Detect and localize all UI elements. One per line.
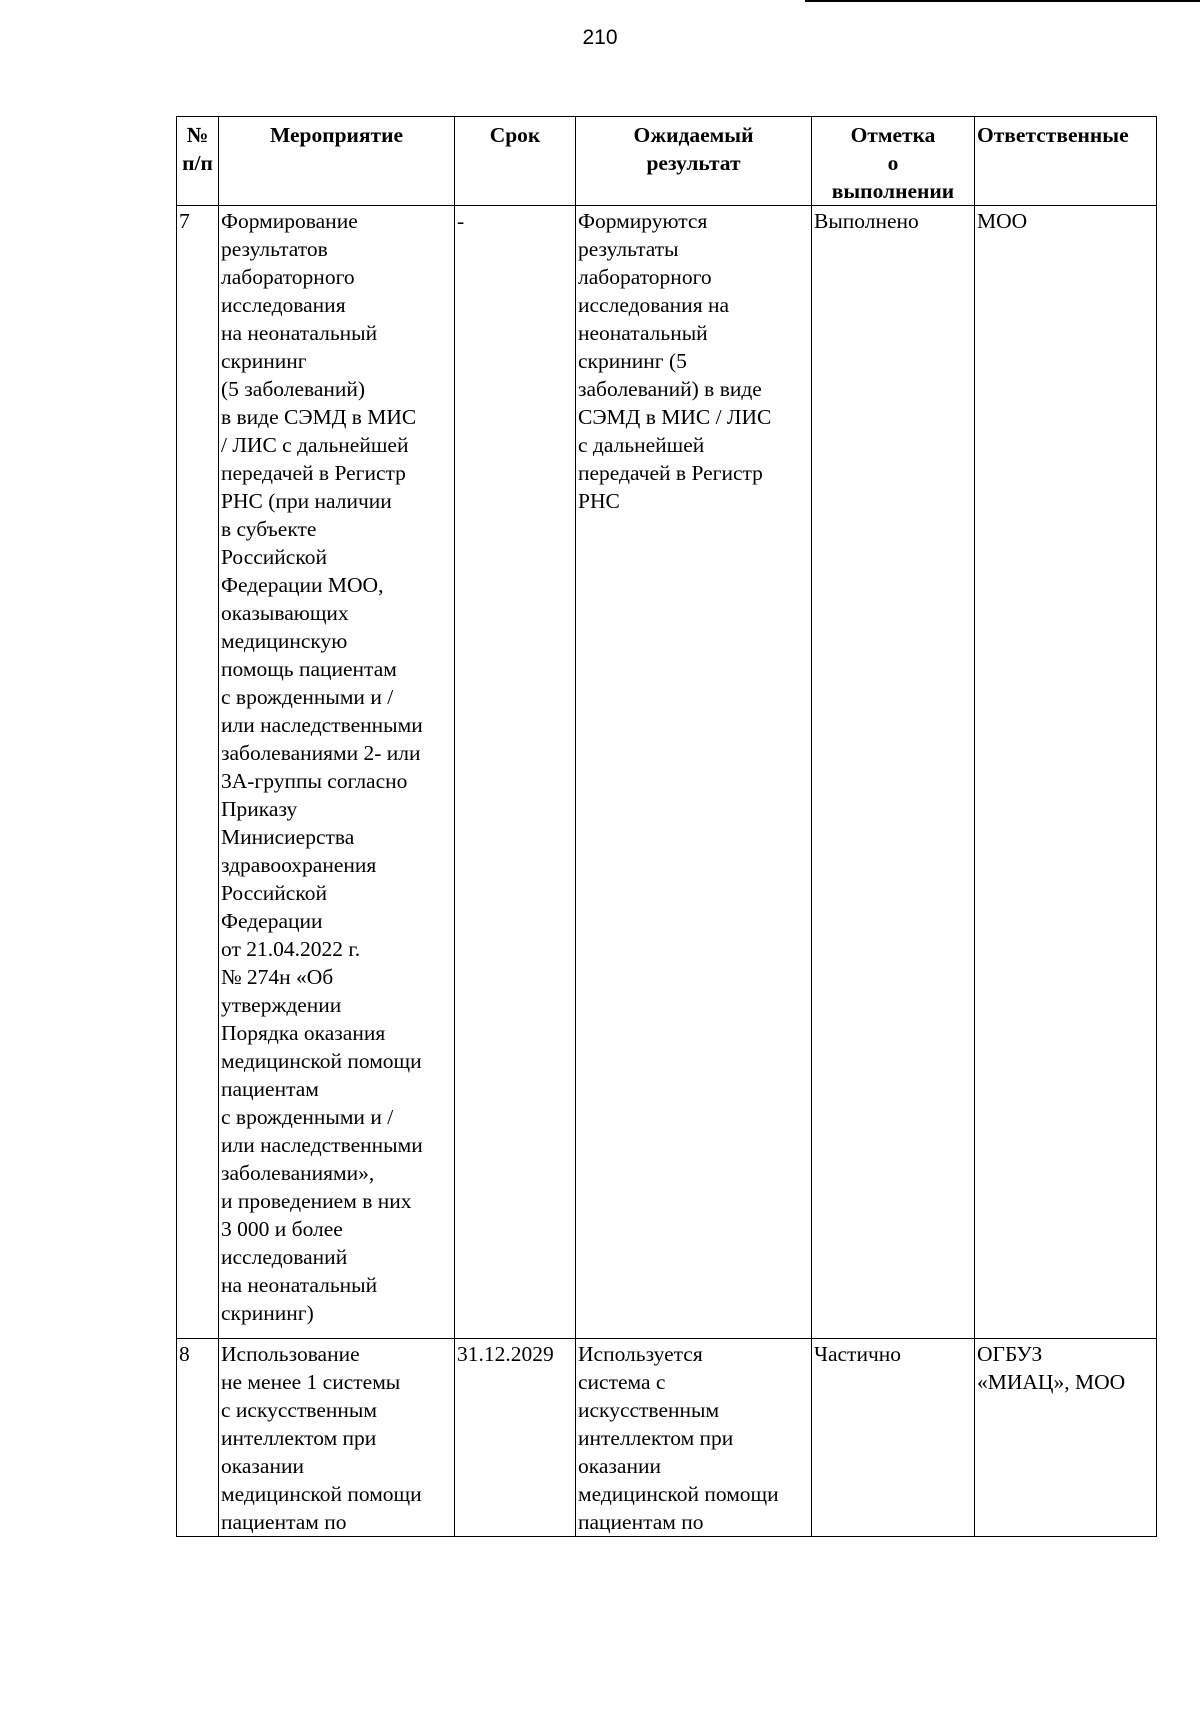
text-line: скрининг) — [221, 1301, 314, 1325]
text-line: скрининг (5 — [578, 349, 687, 373]
text-line: Приказу — [221, 797, 298, 821]
text-line: или наследственными — [221, 713, 423, 737]
cell-result — [576, 206, 812, 1339]
text-line: медицинской помощи — [221, 1049, 422, 1073]
text-line: медицинской помощи — [221, 1482, 422, 1506]
text-line: с дальнейшей — [578, 433, 705, 457]
text-line: Ответственные — [977, 123, 1129, 147]
header-mark — [812, 117, 975, 206]
cell-event — [219, 1339, 455, 1537]
header-num — [177, 117, 219, 206]
text-line: Минисиерства — [221, 825, 355, 849]
text-line: СЭМД в МИС / ЛИС — [578, 405, 772, 429]
text-line: 3 000 и более — [221, 1217, 343, 1241]
text-line: система с — [578, 1370, 666, 1394]
cell-mark — [812, 206, 975, 1339]
text-line: не менее 1 системы — [221, 1370, 401, 1394]
text-line: утверждении — [221, 993, 342, 1017]
text-line: Федерации МОО, — [221, 573, 384, 597]
cell-deadline — [455, 206, 576, 1339]
text-line: оказании — [578, 1454, 661, 1478]
text-line: Использование — [221, 1342, 360, 1366]
text-line: Федерации — [221, 909, 323, 933]
text-line: скрининг — [221, 349, 307, 373]
text-line: (5 заболеваний) — [221, 377, 366, 401]
text-line: пациентам по — [221, 1510, 347, 1534]
text-line: Российской — [221, 881, 327, 905]
text-line: оказании — [221, 1454, 304, 1478]
text-line: результат — [646, 151, 741, 175]
text-line: Ожидаемый — [633, 123, 754, 147]
text-line: выполнении — [831, 179, 955, 203]
text-line: пациентам по — [578, 1510, 704, 1534]
top-edge-rule — [805, 0, 1200, 2]
cell-num: 8 — [177, 1339, 219, 1537]
text-line: от 21.04.2022 г. — [221, 937, 361, 961]
text-line: и проведением в них — [221, 1189, 412, 1213]
text-line: РНС — [578, 489, 620, 513]
text-line: Отметка — [850, 123, 936, 147]
cell-result — [576, 1339, 812, 1537]
text-line: Срок — [489, 123, 541, 147]
text-line: Порядка оказания — [221, 1021, 386, 1045]
text-line: с врожденными и / — [221, 685, 394, 709]
text-line: Используется — [578, 1342, 703, 1366]
header-result — [576, 117, 812, 206]
header-deadline — [455, 117, 576, 206]
text-line: лабораторного — [221, 265, 355, 289]
text-line: искусственным — [578, 1398, 720, 1422]
cell-responsible — [975, 1339, 1157, 1537]
plan-table — [176, 116, 1157, 1537]
text-line: или наследственными — [221, 1133, 423, 1157]
cell-event — [219, 206, 455, 1339]
page-number: 210 — [582, 26, 618, 49]
text-line: интеллектом при — [578, 1426, 734, 1450]
text-line: передачей в Регистр — [221, 461, 406, 485]
text-line: с врожденными и / — [221, 1105, 394, 1129]
text-line: пациентам — [221, 1077, 319, 1101]
text-line: интеллектом при — [221, 1426, 377, 1450]
text-line: МОО — [977, 209, 1028, 233]
text-line: медицинской помощи — [578, 1482, 779, 1506]
text-line: ОГБУЗ — [977, 1342, 1043, 1366]
text-line: исследования на — [578, 293, 730, 317]
text-line: исследования — [221, 293, 346, 317]
text-line: на неонатальный — [221, 1273, 378, 1297]
header-responsible — [975, 117, 1157, 206]
table-header-row — [177, 117, 1157, 206]
header-event — [219, 117, 455, 206]
text-line: 3А-группы согласно — [221, 769, 408, 793]
text-line: передачей в Регистр — [578, 461, 763, 485]
text-line: / ЛИС с дальнейшей — [221, 433, 409, 457]
text-line: на неонатальный — [221, 321, 378, 345]
text-line: помощь пациентам — [221, 657, 397, 681]
text-line: Частично — [814, 1342, 902, 1366]
text-line: заболеваний) в виде — [578, 377, 762, 401]
text-line: № — [186, 123, 209, 147]
text-line: - — [457, 209, 465, 233]
text-line: заболеваниями 2- или — [221, 741, 421, 765]
table-row — [177, 1339, 1157, 1537]
text-line: «МИАЦ», МОО — [977, 1370, 1126, 1394]
text-line: в субъекте — [221, 517, 317, 541]
cell-num: 7 — [177, 206, 219, 1339]
text-line: с искусственным — [221, 1398, 377, 1422]
text-line: результатов — [221, 237, 328, 261]
text-line: Формируются — [578, 209, 708, 233]
text-line: Выполнено — [814, 209, 919, 233]
text-line: 31.12.2029 — [457, 1342, 554, 1366]
text-line: заболеваниями», — [221, 1161, 375, 1185]
text-line: п/п — [182, 151, 213, 175]
text-line: неонатальный — [578, 321, 708, 345]
text-line: о — [887, 151, 899, 175]
text-line: медицинскую — [221, 629, 348, 653]
text-line: Российской — [221, 545, 327, 569]
text-line: в виде СЭМД в МИС — [221, 405, 417, 429]
text-line: оказывающих — [221, 601, 349, 625]
text-line: Мероприятие — [269, 123, 404, 147]
text-line: исследований — [221, 1245, 348, 1269]
text-line: РНС (при наличии — [221, 489, 392, 513]
table-row — [177, 206, 1157, 1339]
cell-mark — [812, 1339, 975, 1537]
text-line: результаты — [578, 237, 679, 261]
text-line: Формирование — [221, 209, 358, 233]
cell-deadline — [455, 1339, 576, 1537]
cell-responsible — [975, 206, 1157, 1339]
text-line: № 274н «Об — [221, 965, 334, 989]
text-line: здравоохранения — [221, 853, 377, 877]
text-line: лабораторного — [578, 265, 712, 289]
